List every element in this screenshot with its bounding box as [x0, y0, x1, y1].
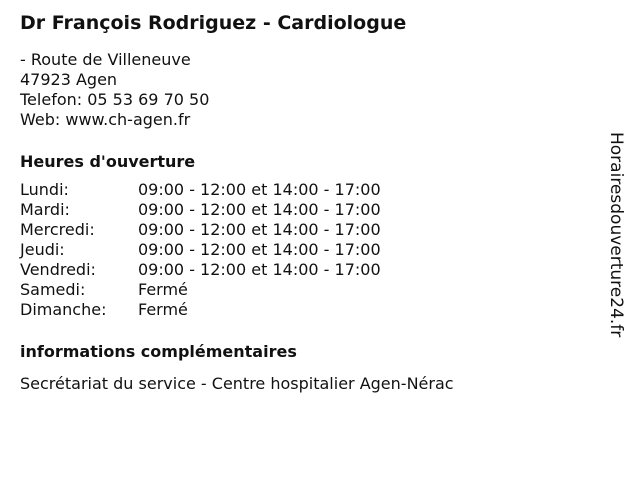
hours-row: [20, 240, 600, 260]
hours-row: [20, 200, 600, 220]
hours-time: Fermé: [138, 280, 188, 299]
hours-day: Mardi:: [20, 200, 70, 219]
hours-day: Samedi:: [20, 280, 86, 299]
hours-day: Dimanche:: [20, 300, 107, 319]
hours-heading: Heures d'ouverture: [20, 152, 196, 171]
hours-day: Jeudi:: [20, 240, 65, 259]
hours-row: [20, 220, 600, 240]
info-text: Secrétariat du service - Centre hospitalier Agen-Nérac: [20, 374, 454, 393]
hours-time: 09:00 - 12:00 et 14:00 - 17:00: [138, 240, 381, 259]
brand-watermark: Horairesdouverture24.fr: [606, 132, 626, 338]
hours-time: 09:00 - 12:00 et 14:00 - 17:00: [138, 220, 381, 239]
brand-sidebar: [604, 132, 634, 356]
hours-time: Fermé: [138, 300, 188, 319]
hours-day: Lundi:: [20, 180, 69, 199]
business-card: [20, 10, 600, 394]
info-heading: informations complémentaires: [20, 342, 297, 361]
hours-time: 09:00 - 12:00 et 14:00 - 17:00: [138, 260, 381, 279]
hours-day: Vendredi:: [20, 260, 96, 279]
hours-time: 09:00 - 12:00 et 14:00 - 17:00: [138, 180, 381, 199]
website-link[interactable]: Web: www.ch-agen.fr: [20, 110, 191, 129]
hours-row: [20, 180, 600, 200]
address-block: [20, 50, 600, 130]
page-title: Dr François Rodriguez - Cardiologue: [20, 12, 407, 34]
hours-row: [20, 260, 600, 280]
hours-row: [20, 300, 600, 320]
address-street: - Route de Villeneuve: [20, 50, 191, 69]
address-city: 47923 Agen: [20, 70, 118, 89]
hours-day: Mercredi:: [20, 220, 95, 239]
hours-row: [20, 280, 600, 300]
hours-time: 09:00 - 12:00 et 14:00 - 17:00: [138, 200, 381, 219]
phone-number: Telefon: 05 53 69 70 50: [20, 90, 210, 109]
hours-table: [20, 180, 600, 320]
